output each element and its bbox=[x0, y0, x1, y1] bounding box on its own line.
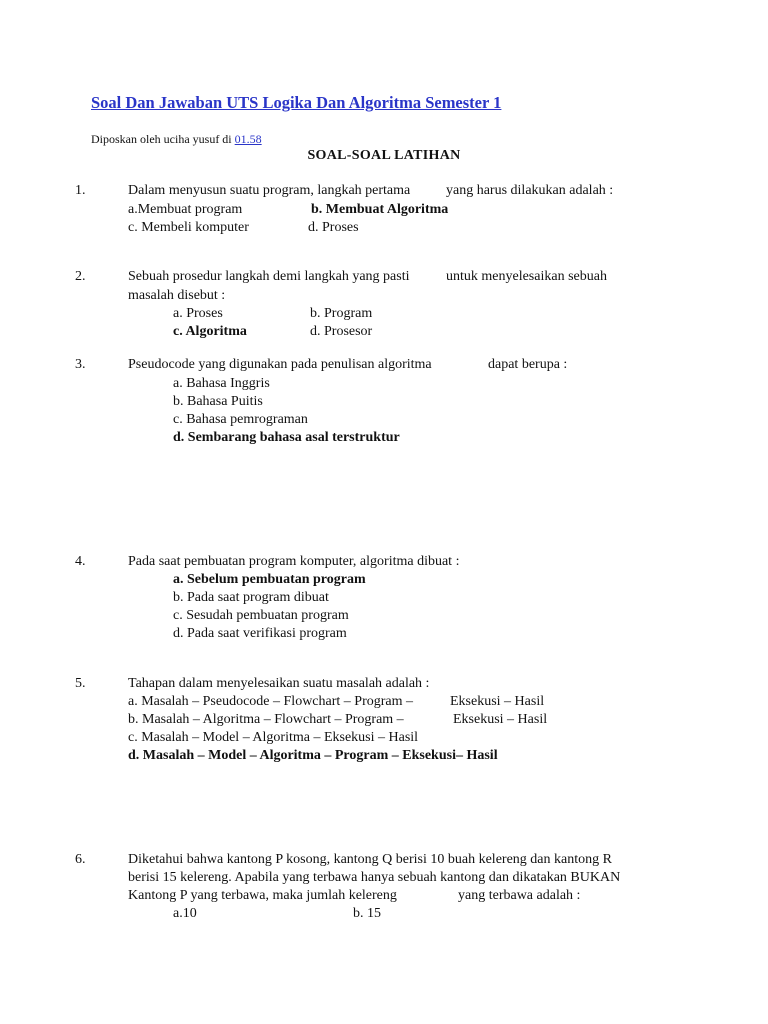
option-c-answer: c. Algoritma bbox=[173, 324, 247, 339]
post-title-link[interactable]: Soal Dan Jawaban UTS Logika Dan Algoritma Semester 1 bbox=[91, 93, 502, 112]
option-a: a.Membuat program bbox=[128, 202, 243, 217]
question-stem: dapat berupa : bbox=[488, 357, 568, 372]
question-stem: Tahapan dalam menyelesaikan suatu masalah adalah : bbox=[128, 676, 430, 691]
question-stem: Dalam menyusun suatu program, langkah pertama bbox=[128, 183, 411, 198]
question-number: 5. bbox=[75, 676, 86, 691]
question-stem: untuk menyelesaikan sebuah bbox=[446, 269, 607, 284]
option-c: c. Bahasa pemrograman bbox=[173, 412, 308, 427]
question-stem: Diketahui bahwa kantong P kosong, kantong Q berisi 10 buah kelereng dan kantong R bbox=[128, 852, 612, 867]
question-stem: Pseudocode yang digunakan pada penulisan algoritma bbox=[128, 357, 432, 372]
option-a-answer: a. Sebelum pembuatan program bbox=[173, 572, 366, 587]
question-stem: berisi 15 kelereng. Apabila yang terbawa hanya sebuah kantong dan dikatakan BUKAN bbox=[128, 870, 621, 885]
option-c: c. Membeli komputer bbox=[128, 220, 249, 235]
option-a: a. Proses bbox=[173, 306, 223, 321]
post-meta bbox=[91, 132, 262, 147]
option-d: d. Proses bbox=[308, 220, 359, 235]
option-d: d. Prosesor bbox=[310, 324, 373, 339]
question-number: 1. bbox=[75, 183, 86, 198]
option-a-tail: Eksekusi – Hasil bbox=[450, 694, 545, 709]
option-b: b. Pada saat program dibuat bbox=[173, 590, 329, 605]
question-stem: Pada saat pembuatan program komputer, algoritma dibuat : bbox=[128, 554, 460, 569]
option-b: b. Program bbox=[310, 306, 373, 321]
option-a: a. Bahasa Inggris bbox=[173, 376, 270, 391]
section-heading: SOAL-SOAL LATIHAN bbox=[307, 148, 461, 163]
option-a: a. Masalah – Pseudocode – Flowchart – Program – bbox=[128, 694, 413, 709]
post-time-link[interactable]: 01.58 bbox=[234, 132, 262, 146]
question-stem: yang terbawa adalah : bbox=[458, 888, 581, 903]
question-stem: Sebuah prosedur langkah demi langkah yang pasti bbox=[128, 269, 410, 284]
question-number: 4. bbox=[75, 554, 86, 569]
option-b: b. 15 bbox=[353, 906, 381, 921]
option-a: a.10 bbox=[173, 906, 197, 921]
option-d: d. Pada saat verifikasi program bbox=[173, 626, 347, 641]
question-stem: masalah disebut : bbox=[128, 288, 226, 303]
option-b-answer: b. Membuat Algoritma bbox=[311, 202, 449, 217]
question-number: 3. bbox=[75, 357, 86, 372]
question-number: 2. bbox=[75, 269, 86, 284]
option-d-answer: d. Sembarang bahasa asal terstruktur bbox=[173, 430, 400, 445]
option-d-answer: d. Masalah – Model – Algoritma – Program – Eksekusi– Hasil bbox=[128, 748, 498, 763]
option-b: b. Bahasa Puitis bbox=[173, 394, 263, 409]
question-stem: yang harus dilakukan adalah : bbox=[446, 183, 614, 198]
question-stem: Kantong P yang terbawa, maka jumlah kelereng bbox=[128, 888, 397, 903]
posted-by-text: Diposkan oleh uciha yusuf di bbox=[91, 132, 235, 146]
option-c: c. Masalah – Model – Algoritma – Eksekusi – Hasil bbox=[128, 730, 419, 745]
option-b-tail: Eksekusi – Hasil bbox=[453, 712, 548, 727]
option-c: c. Sesudah pembuatan program bbox=[173, 608, 349, 623]
option-b: b. Masalah – Algoritma – Flowchart – Program – bbox=[128, 712, 404, 727]
question-number: 6. bbox=[75, 852, 86, 867]
